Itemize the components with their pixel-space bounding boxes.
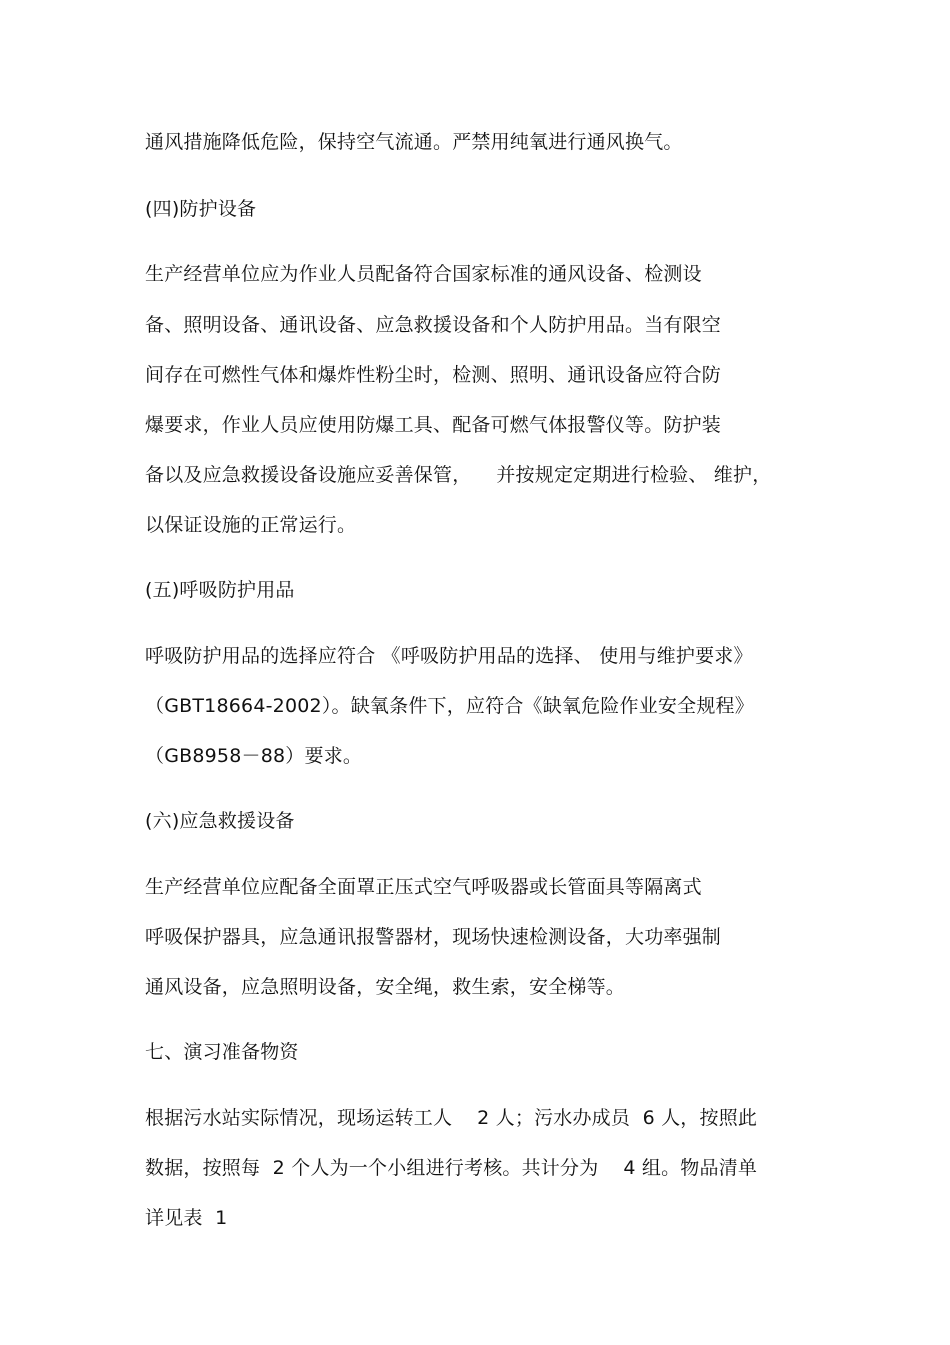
paragraph-line: 根据污水站实际情况，现场运转工人 2 人；污水办成员 6 人，按照此 [145,1107,758,1129]
paragraph-line: 间存在可燃性气体和爆炸性粉尘时，检测、照明、通讯设备应符合防 [145,364,722,386]
section-heading: (六)应急救援设备 [145,810,295,832]
paragraph-line: 生产经营单位应配备全面罩正压式空气呼吸器或长管面具等隔离式 [145,876,702,898]
paragraph-line: 呼吸保护器具，应急通讯报警器材，现场快速检测设备，大功率强制 [145,926,722,948]
section-heading: (四)防护设备 [145,198,257,220]
paragraph-line: （GBT18664-2002）。缺氧条件下，应符合《缺氧危险作业安全规程》 [145,695,754,717]
paragraph-line: 以保证设施的正常运行。 [145,514,357,536]
paragraph-line: 详见表 1 [145,1207,228,1229]
paragraph-line: 通风设备，应急照明设备，安全绳，救生索，安全梯等。 [145,976,626,998]
section-heading: 七、演习准备物资 [145,1041,299,1063]
section-heading: (五)呼吸防护用品 [145,579,295,601]
paragraph-line: 备、照明设备、通讯设备、应急救援设备和个人防护用品。当有限空 [145,314,722,336]
paragraph-line: 生产经营单位应为作业人员配备符合国家标准的通风设备、检测设 [145,263,702,285]
paragraph-line: 呼吸防护用品的选择应符合 《呼吸防护用品的选择、 使用与维护要求》 [145,645,753,667]
paragraph-line: 数据，按照每 2 个人为一个小组进行考核。共计分为 4 组。物品清单 [145,1157,758,1179]
paragraph-line: 爆要求，作业人员应使用防爆工具、配备可燃气体报警仪等。防护装 [145,414,722,436]
paragraph-line: 备以及应急救援设备设施应妥善保管， 并按规定定期进行检验、 维护， [145,464,772,486]
paragraph-line: 通风措施降低危险，保持空气流通。严禁用纯氧进行通风换气。 [145,131,683,153]
paragraph-line: （GB8958－88）要求。 [145,745,363,767]
